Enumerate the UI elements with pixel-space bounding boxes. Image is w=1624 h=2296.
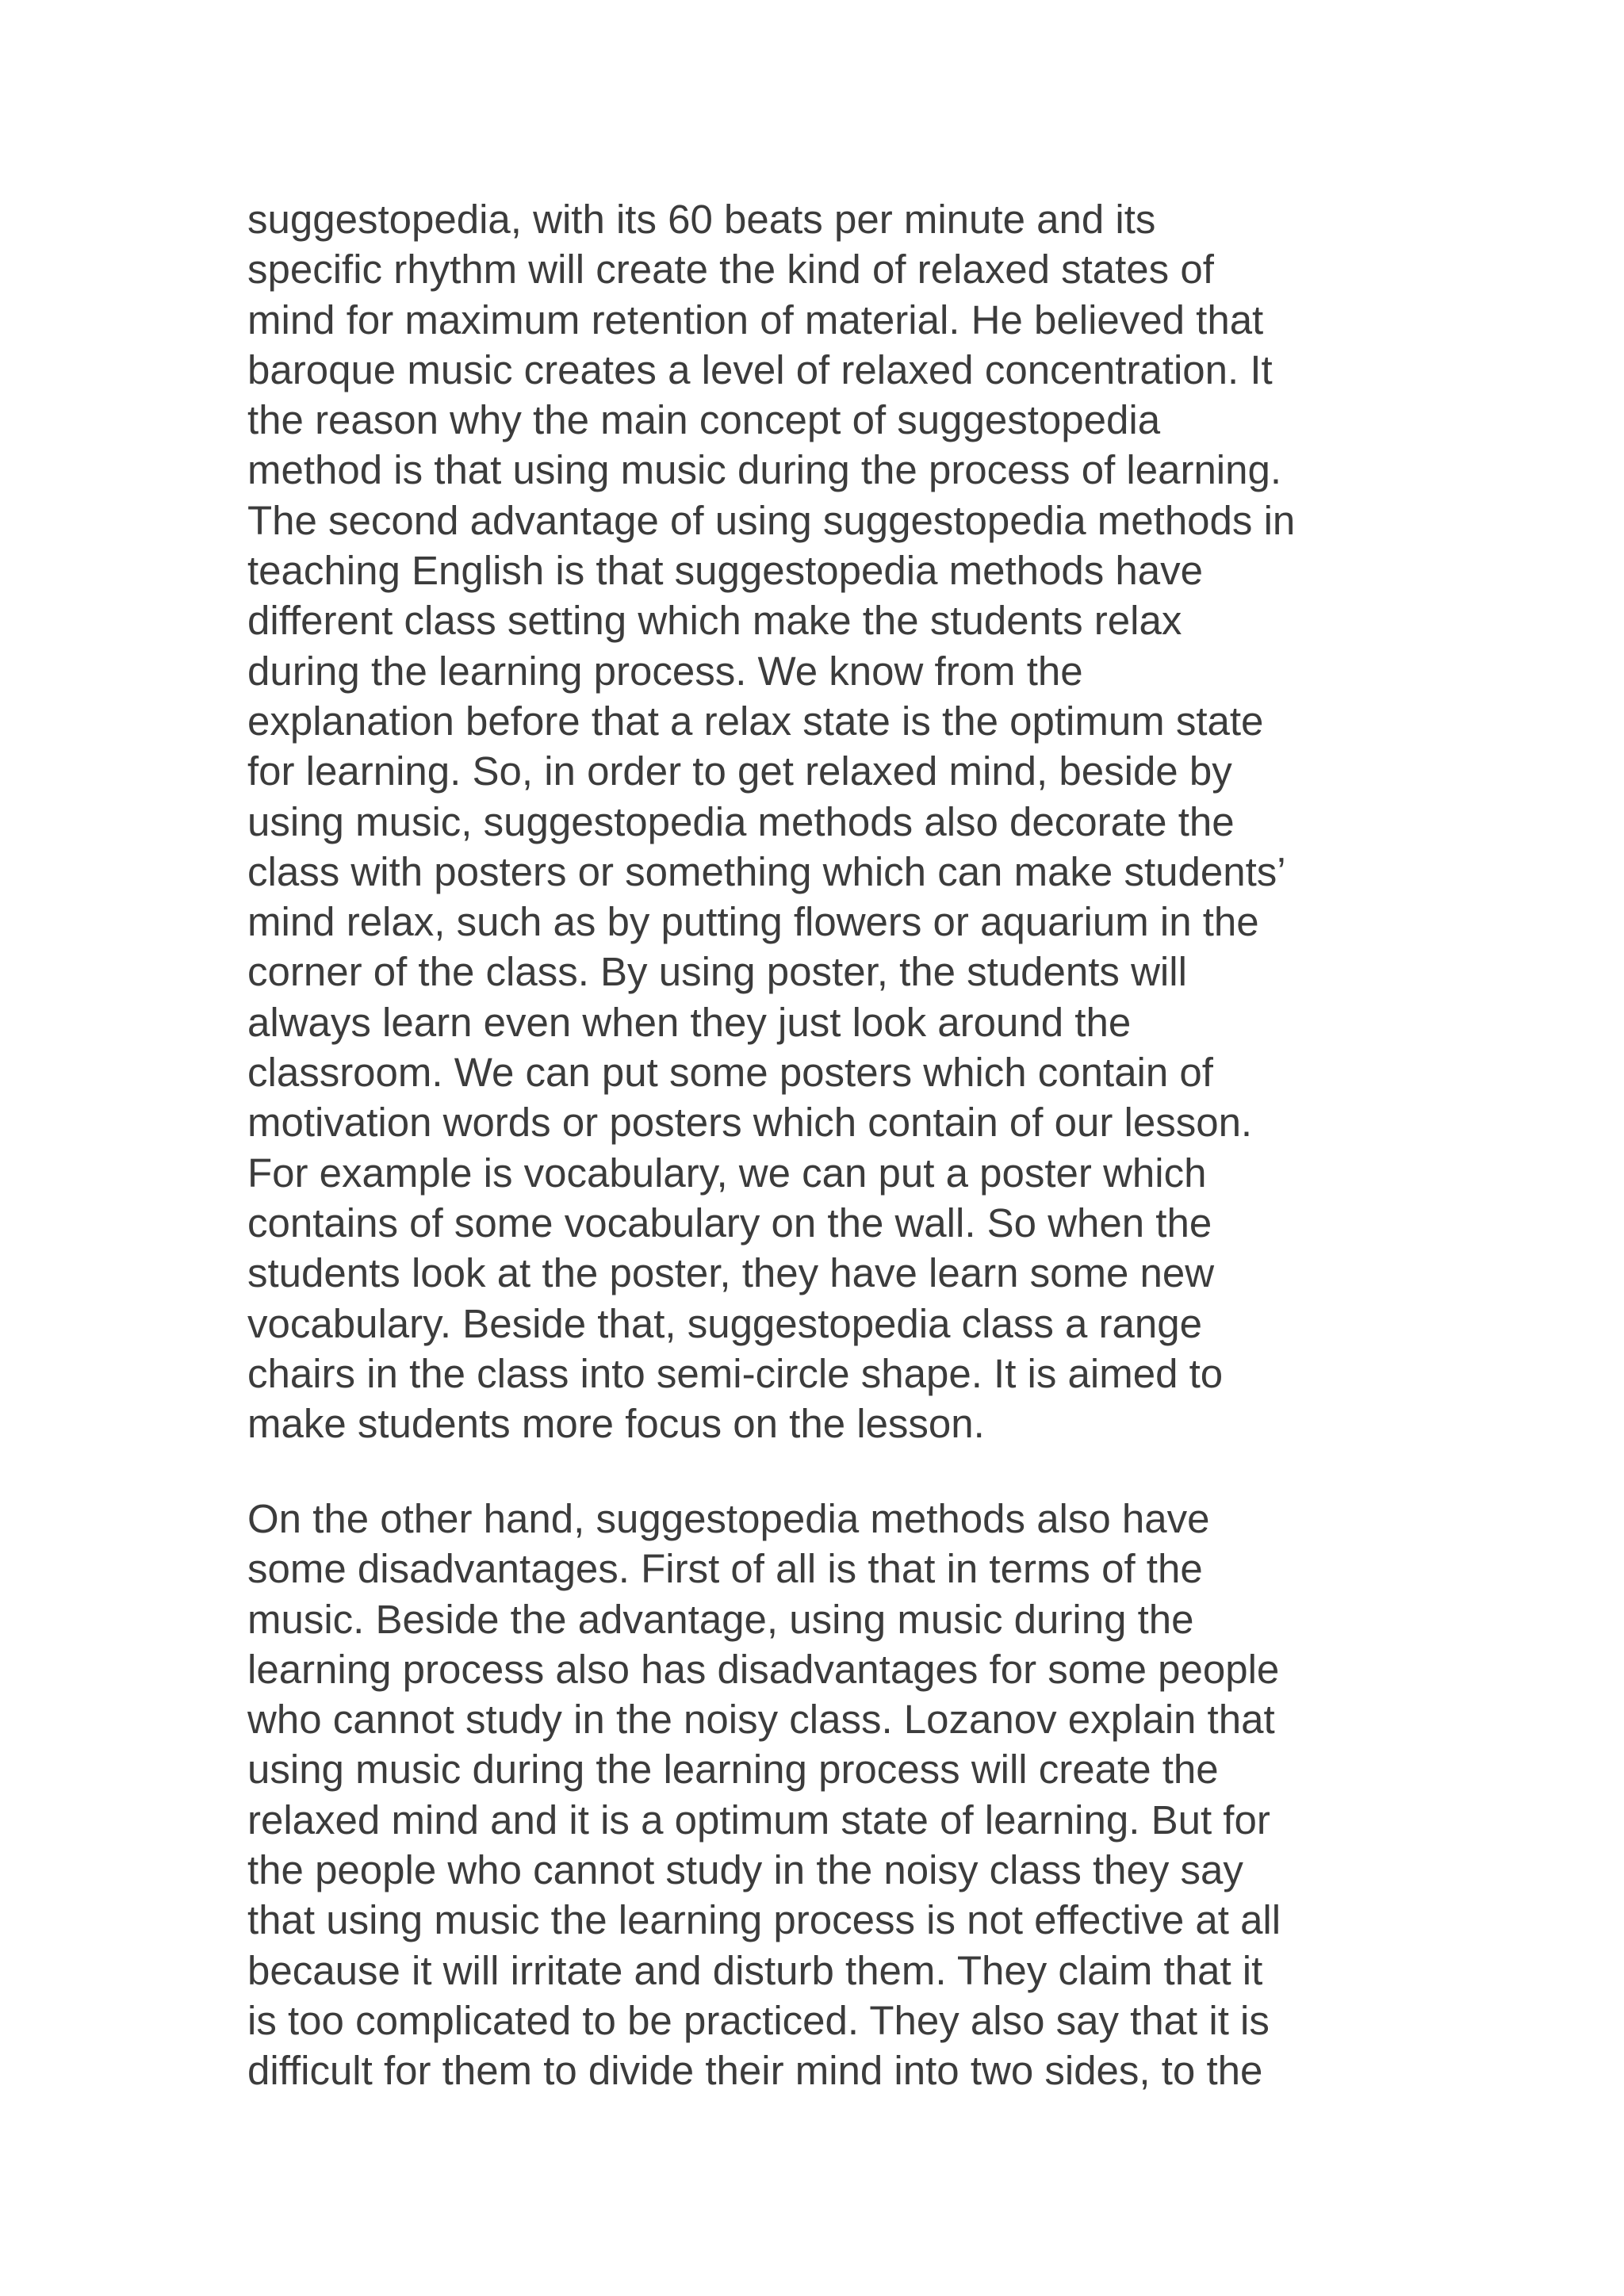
text-line: is too complicated to be practiced. They also say that it is — [247, 1997, 1270, 2043]
text-line: vocabulary. Beside that, suggestopedia class a range — [247, 1300, 1202, 1346]
paragraph-1 — [247, 194, 1437, 1448]
text-line: mind for maximum retention of material. He believed that — [247, 297, 1264, 342]
text-line: for learning. So, in order to get relaxed mind, beside by — [247, 748, 1232, 794]
text-line: baroque music creates a level of relaxed concentration. It — [247, 346, 1273, 392]
text-line: relaxed mind and it is a optimum state of learning. But for — [247, 1797, 1270, 1843]
text-line: For example is vocabulary, we can put a poster which — [247, 1150, 1207, 1196]
text-line: motivation words or posters which contain of our lesson. — [247, 1100, 1253, 1146]
text-line: On the other hand, suggestopedia methods also have — [247, 1496, 1210, 1541]
text-line: chairs in the class into semi-circle shape. It is aimed to — [247, 1350, 1224, 1396]
text-line: learning process also has disadvantages for some people — [247, 1646, 1280, 1692]
text-line: corner of the class. By using poster, the students will — [247, 949, 1187, 995]
text-line: make students more focus on the lesson. — [247, 1401, 985, 1447]
text-line: specific rhythm will create the kind of relaxed states of — [247, 247, 1214, 293]
text-line: some disadvantages. First of all is that in terms of the — [247, 1546, 1203, 1592]
text-line: during the learning process. We know from the — [247, 648, 1083, 694]
text-line: suggestopedia, with its 60 beats per minute and its — [247, 197, 1156, 242]
text-line: contains of some vocabulary on the wall. So when the — [247, 1200, 1212, 1246]
text-line: class with posters or something which can make students’ — [247, 848, 1286, 894]
text-line: using music during the learning process will create the — [247, 1747, 1219, 1793]
text-line: students look at the poster, they have learn some new — [247, 1250, 1215, 1296]
text-line: music. Beside the advantage, using music during the — [247, 1596, 1194, 1642]
text-line: the people who cannot study in the noisy class they say — [247, 1847, 1243, 1893]
text-line: different class setting which make the students relax — [247, 598, 1182, 644]
text-line: always learn even when they just look around the — [247, 999, 1132, 1045]
paragraph-2 — [247, 1494, 1437, 2096]
text-line: who cannot study in the noisy class. Lozanov explain that — [247, 1697, 1275, 1743]
text-line: the reason why the main concept of suggestopedia — [247, 397, 1161, 443]
text-line: because it will irritate and disturb them. They claim that it — [247, 1947, 1263, 1993]
text-line: that using music the learning process is not effective at all — [247, 1897, 1281, 1943]
text-line: method is that using music during the process of learning. — [247, 447, 1282, 493]
text-line: mind relax, such as by putting flowers or aquarium in the — [247, 899, 1259, 945]
text-line: The second advantage of using suggestopedia methods in — [247, 497, 1296, 543]
text-line: classroom. We can put some posters which contain of — [247, 1050, 1213, 1096]
text-line: using music, suggestopedia methods also decorate the — [247, 798, 1235, 844]
text-line: teaching English is that suggestopedia methods have — [247, 548, 1203, 594]
text-line: explanation before that a relax state is the optimum state — [247, 698, 1264, 744]
text-line: difficult for them to divide their mind into two sides, to the — [247, 2048, 1263, 2094]
